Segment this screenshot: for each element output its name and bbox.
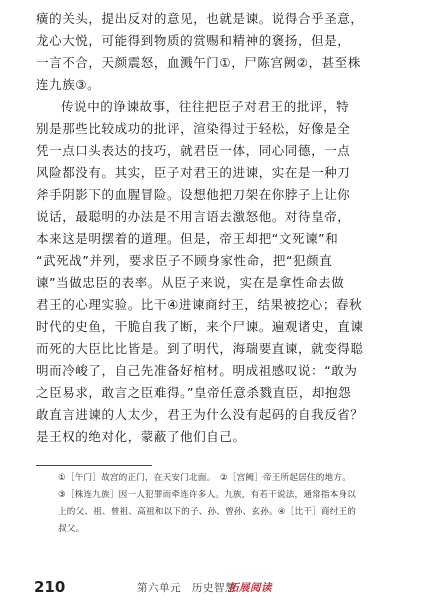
page-footer (0, 576, 437, 600)
body-line: 是王权的绝对化，蒙蔽了他们自己。 (36, 429, 246, 444)
body-line: 说话，最聪明的办法是不用言语去激怒他。对待皇帝， (36, 209, 351, 224)
body-line: 传说中的诤谏故事，往往把臣子对君王的批评，特 (61, 99, 350, 114)
body-line: 时代的史鱼，干脆自我了断，来个尸谏。遍观诸史，直谏 (36, 319, 364, 334)
body-line: 龙心大悦，可能得到物质的赏赐和精神的褒扬，但是， (36, 33, 351, 48)
page-number: 210 (34, 578, 66, 596)
unit-label: 第六单元 历史智慧 (137, 582, 236, 594)
body-line: 癀的关头，提出反对的意见，也就是谏。说得合乎圣意， (36, 11, 364, 26)
footnote-line: 叔父。 (58, 524, 85, 534)
footnote-line: ①［午门］故宫的正门，在天安门北面。 ②［宫阙］帝王所起居住的地方。 (58, 473, 351, 483)
body-line: 敢直言进谏的人太少，君王为什么没有起码的自我反省？ (36, 407, 364, 422)
footnote-line: 上的父、祖、曾祖、高祖和以下的子、孙、曾孙、玄孙。④［比干］商纣王的 (58, 507, 357, 517)
body-line: 谏”当做忠臣的表率。从臣子来说，实在是拿性命去做 (36, 275, 345, 290)
footnotes (58, 470, 408, 538)
body-line: 君王的心理实验。比干④进谏商纣王，结果被挖心；春秋 (36, 297, 363, 312)
section-label: 拓展阅读 (228, 582, 272, 594)
body-line: 之臣易求，敢言之臣难得。”皇帝任意杀戮直臣，却抱怨 (36, 385, 352, 400)
body-line: 本来这是明摆着的道理。但是，帝王却把“文死谏”和 (36, 231, 339, 246)
body-line: 凭一点口头表达的技巧，就君臣一体，同心同德，一点 (36, 143, 351, 158)
footnote-line: ③［株连九族］因一人犯罪而牵连许多人。九族，有若干说法，通常指本身以 (58, 490, 357, 500)
body-line: 斧手阴影下的血腥冒险。设想他把刀架在你脖子上让你 (36, 187, 351, 202)
body-text (36, 8, 408, 448)
body-line: 而死的大臣比比皆是。到了明代，海瑞要直谏，就变得聪 (36, 341, 364, 356)
footnote-divider (36, 465, 152, 466)
body-line: 明而冷峻了，自己先准备好棺材。明成祖感叹说：“敢为 (36, 363, 358, 378)
body-line: 连九族③。 (36, 77, 101, 92)
body-line: “武死战”并列，要求臣子不顾身家性命，把“犯颜直 (36, 253, 333, 268)
body-line: 一言不合，天颜震怒，血溅午门①，尸陈宫阙②，甚至株 (36, 55, 361, 70)
body-line: 风险都没有。其实，臣子对君王的进谏，实在是一种刀 (36, 165, 351, 180)
body-line: 别是那些比较成功的批评，渲染得过于轻松，好像是全 (36, 121, 351, 136)
